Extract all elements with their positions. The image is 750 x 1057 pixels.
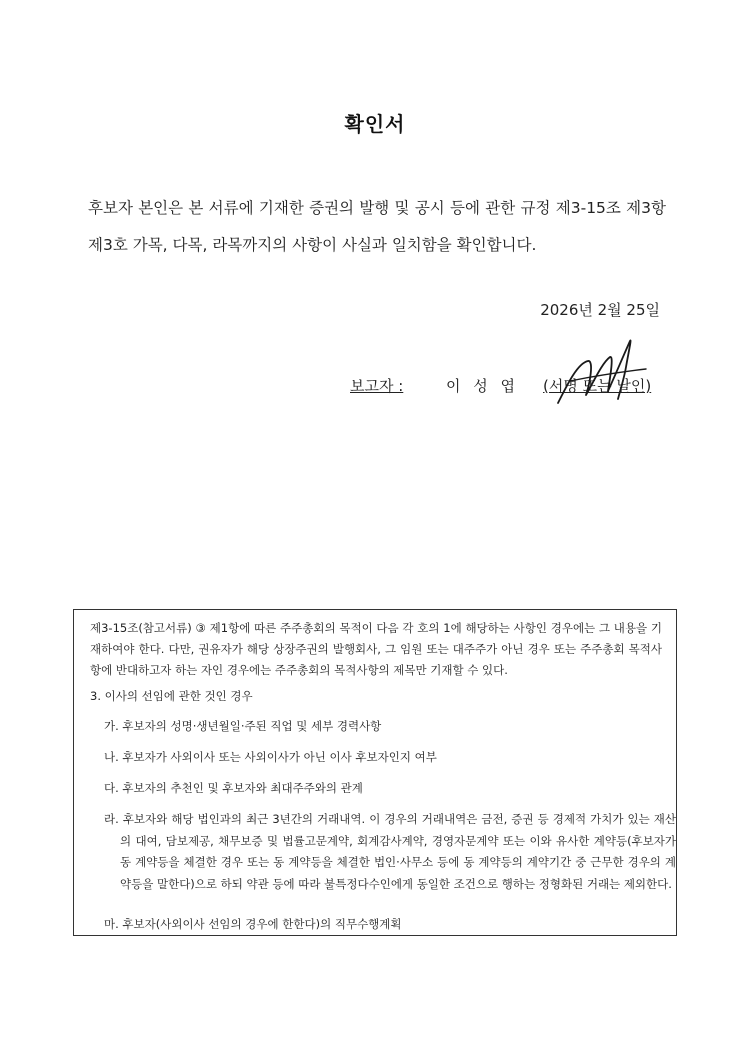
reporter-name: 이 성 엽 <box>446 377 520 395</box>
document-date: 2026년 2월 25일 <box>540 301 660 319</box>
reporter-label: 보고자 : <box>350 377 404 395</box>
reference-item: 다. 후보자의 추천인 및 후보자와 최대주주와의 관계 <box>104 781 363 795</box>
reference-item: 나. 후보자가 사외이사 또는 사외이사가 아닌 이사 후보자인지 여부 <box>104 750 437 764</box>
reference-intro: 제3-15조(참고서류) ③ 제1항에 따른 주주총회의 목적이 다음 각 호의 1에 해당하는 사항인 경우에는 그 내용을 기재하여야 한다. 다만, 권유자가 해당 상장주권의 발행회사, 그 임원 또는 대주주가 아닌 경우 또는 주주총회 목적사항에 반대하고자 하는 자인 경우에는 주주총회의 목적사항의 제목만 기재할 수 있다. <box>90 621 662 677</box>
reference-item: 가. 후보자의 성명·생년월일·주된 직업 및 세부 경력사항 <box>104 719 382 733</box>
confirmation-statement: 후보자 본인은 본 서류에 기재한 증권의 발행 및 공시 등에 관한 규정 제3-15조 제3항 제3호 가목, 다목, 라목까지의 사항이 사실과 일치함을 확인합니다. <box>88 199 666 254</box>
reference-item: 마. 후보자(사외이사 선임의 경우에 한한다)의 직무수행계획 <box>104 917 402 931</box>
handwritten-signature <box>550 333 660 413</box>
reference-item: 라. 후보자와 해당 법인과의 최근 3년간의 거래내역. 이 경우의 거래내역은 금전, 증권 등 경제적 가치가 있는 재산의 대여, 담보제공, 채무보증 및 법률고문계약, 회계감사계약, 경영자문계약 또는 이와 유사한 계약등(후보자가 동 계약등을 체결한 경우 또는 동 계약등을 체결한 법인·사무소 등에 동 계약등의 계약기간 중 근무한 경우의 계약등을 말한다)으로 하되 약관 등에 따라 불특정다수인에게 동일한 조건으로 행하는 정형화된 거래는 제외한다. <box>104 812 676 891</box>
signature-note: (서명 또는 날인) <box>543 377 652 395</box>
reference-section-heading: 3. 이사의 선임에 관한 것인 경우 <box>90 689 253 703</box>
reference-regulation-box <box>73 609 677 936</box>
document-title: 확인서 <box>344 112 406 136</box>
